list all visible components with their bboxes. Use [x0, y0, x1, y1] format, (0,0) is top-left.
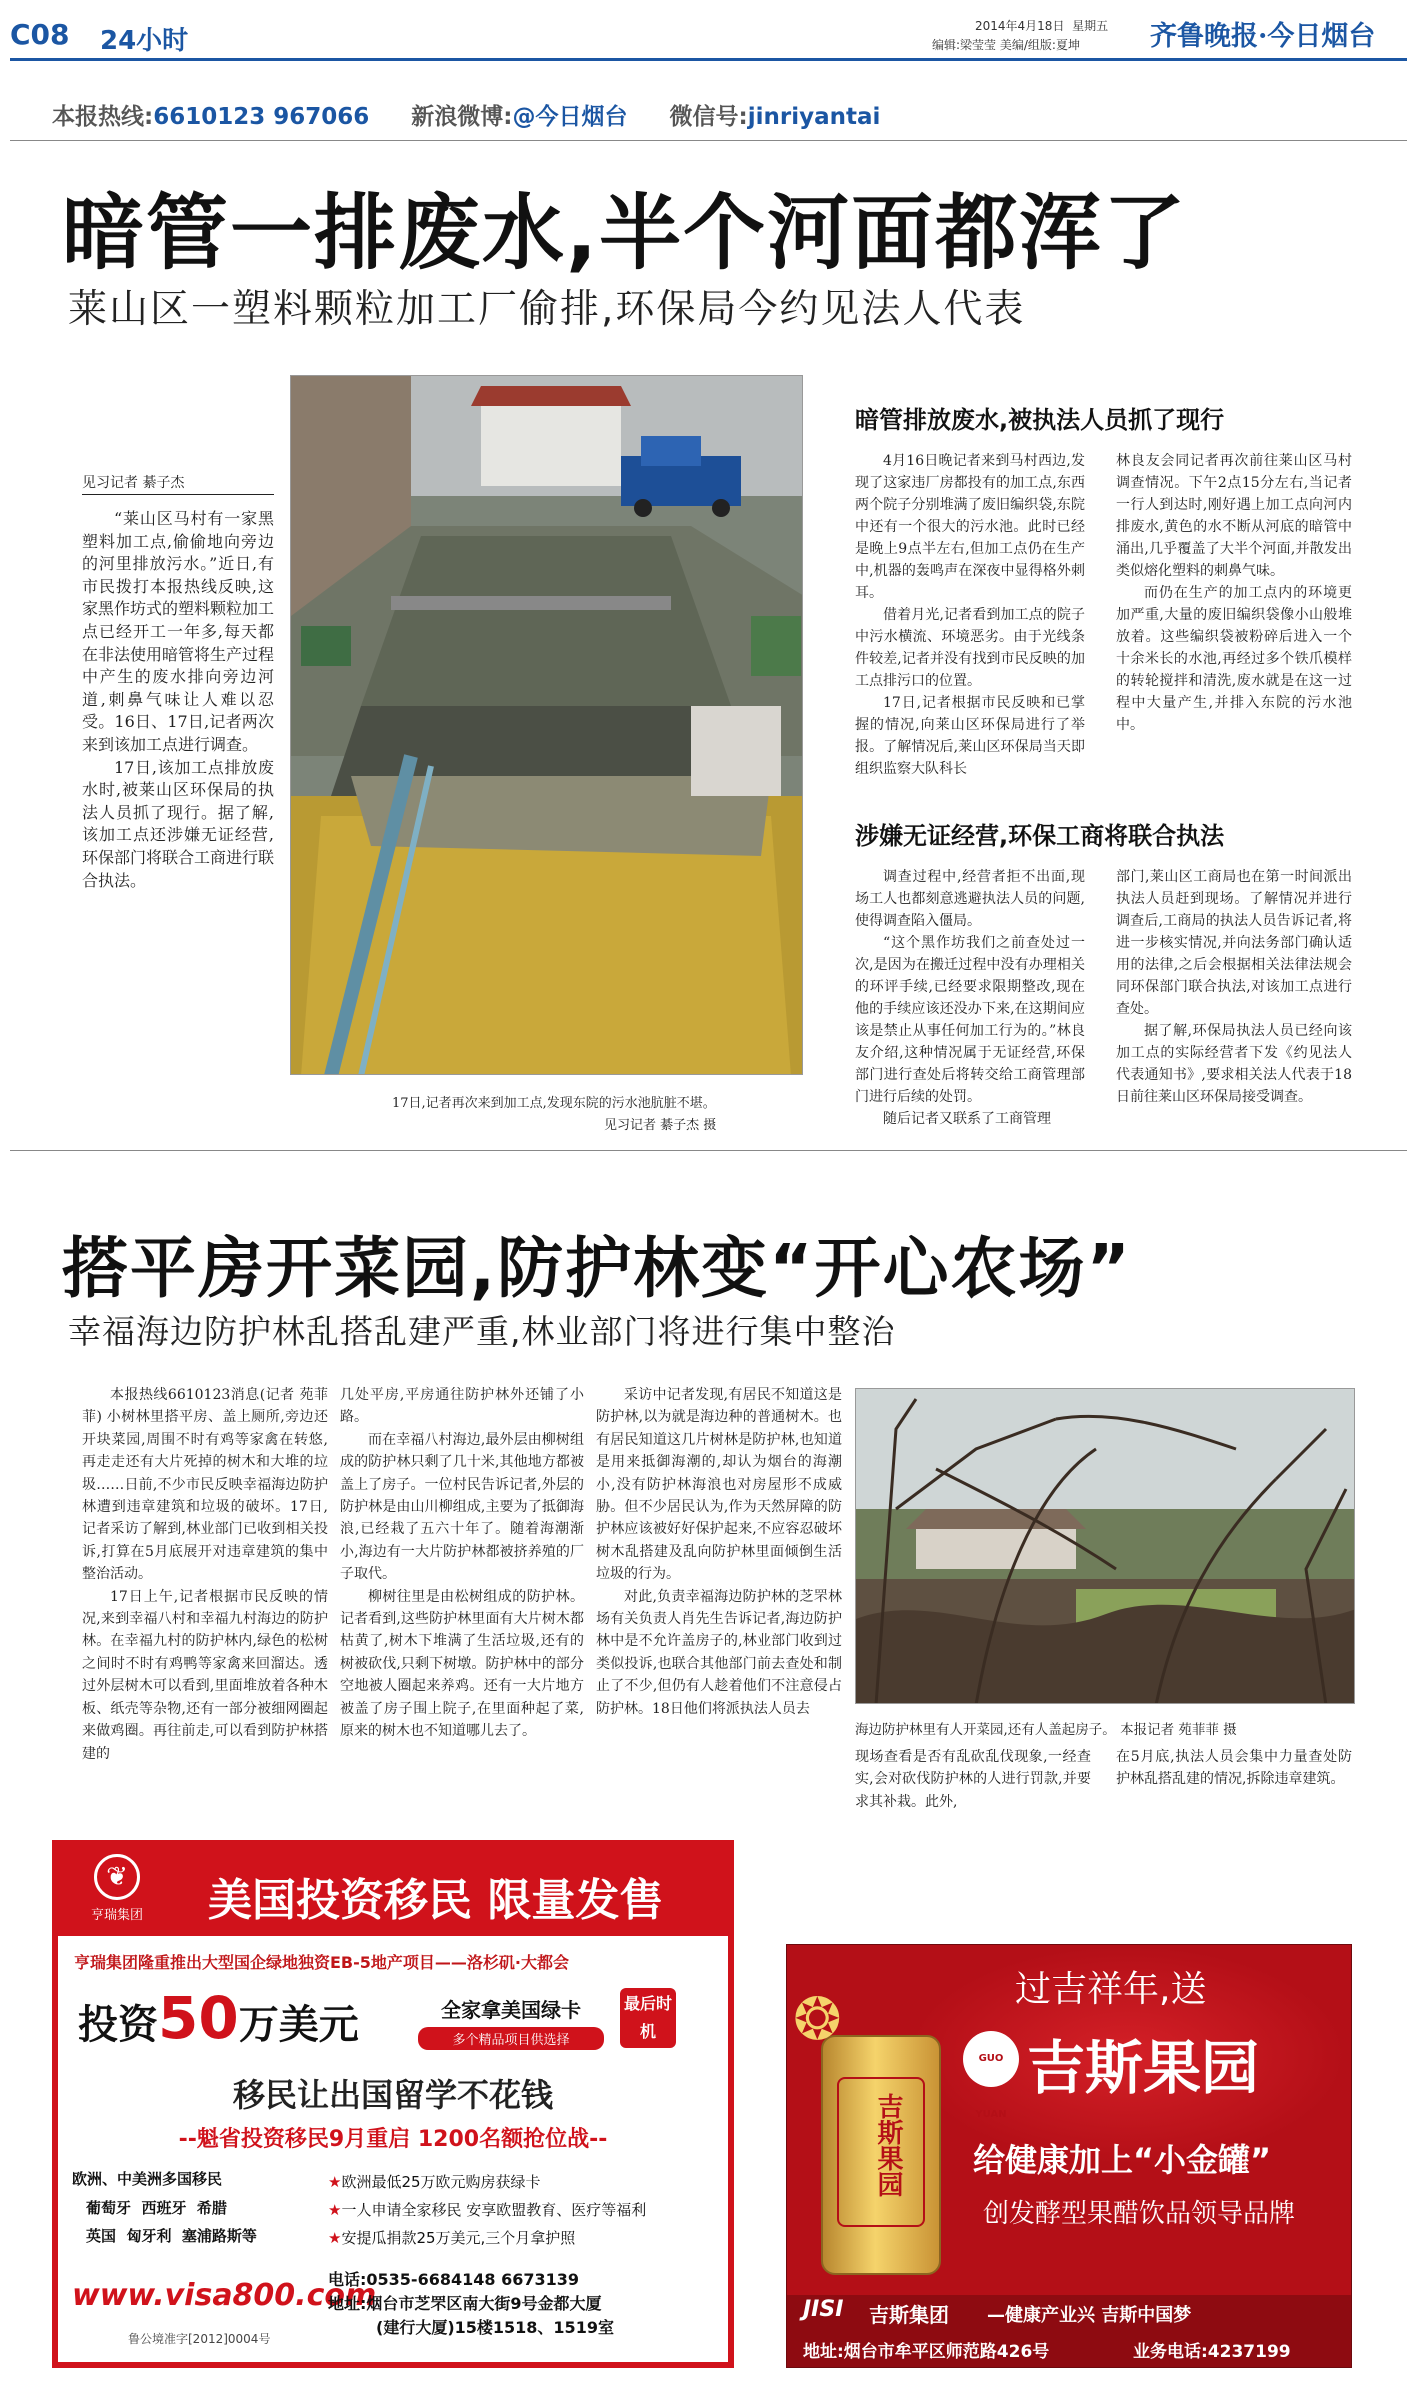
jisi-motto: —健康产业兴 吉斯中国梦 [987, 2305, 1192, 2326]
ad-immigration-headline: 美国投资移民 限量发售 [208, 1875, 664, 1926]
s2c1-para2: “这个黑作坊我们之前查处过一次,是因为在搬迁过程中没有办理相关的环评手续,已经要求限期整改,现在他的手续应该还没办下来,在这期间应该是禁止从事任何加工行为的。”林良友介绍,这种情况属于无证经营,环保部门进行查处后将转交给工商管理部门进行后续的处罚。 [855, 935, 1085, 1105]
story2-col3 [596, 1384, 842, 1720]
s1c1-para3: 17日,记者根据市民反映和已掌握的情况,向莱山区环保局进行了举报。了解情况后,莱山区环保局当天即组织监察大队科长 [855, 695, 1085, 777]
story2-c1-para2: 17日上午,记者根据市民反映的情况,来到幸福八村和幸福九村海边的防护林。在幸福九村的防护林内,绿色的松树之间时不时有鸡鸭等家禽来回溜达。透过外层树木可以看到,里面堆放着各种木板、纸壳等杂物,还有一部分被细网圈起来做鸡圈。再往前走,可以看到防护林搭建的 [82, 1588, 328, 1762]
story2-c2-para1: 几处平房,平房通往防护林外还铺了小路。 [340, 1387, 584, 1426]
issue-date [975, 17, 1108, 34]
story1-lead-para2: 17日,该加工点排放废水时,被莱山区环保局的执法人员抓了现行。据了解,该加工点还涉嫌无证经营,环保部门将联合工商进行联合执法。 [82, 757, 275, 890]
s1c2-para2: 而仍在生产的加工点内的环境更加严重,大量的废旧编织袋像小山般堆放着。这些编织袋被粉碎后进入一个十余米长的水池,再经过多个铁爪模样的转轮搅拌和清洗,废水就是在这一过程中大量产生,并排入东院的污水池中。 [1116, 585, 1352, 733]
ad-europe-head: 欧洲、中美洲多国移民 [72, 2170, 223, 2188]
s2c1-para3: 随后记者又联系了工商管理 [883, 1111, 1051, 1127]
s2c1-para1: 调查过程中,经营者拒不出面,现场工人也都刻意逃避执法人员的问题,使得调查陷入僵局。 [855, 869, 1085, 929]
s2c2-para1: 部门,莱山区工商局也在第一时间派出执法人员赶到现场。了解情况并进行调查后,工商局的执法人员告诉记者,将进一步核实情况,并向法务部门确认适用的法律,之后会根据相关法律法规会同环保部门联合执法,对该加工点进行查处。 [1116, 869, 1352, 1017]
s1c2-para1: 林良友会同记者再次前往莱山区马村调查情况。下午2点15分左右,当记者一行人到达时,刚好遇上加工点向河内排废水,黄色的水不断从河底的暗管中涌出,几乎覆盖了大半个河面,并散发出类似熔化塑料的刺鼻气味。 [1116, 453, 1352, 579]
story2-c3-para2: 对此,负责幸福海边防护林的芝罘林场有关负责人肖先生告诉记者,海边防护林中是不允许盖房子的,林业部门收到过类似投诉,也联合其他部门前去查处和制止了不少,但仍有人趁着他们不注意侵占防护林。18日他们将派执法人员去 [596, 1588, 842, 1717]
ad-address2: (建行大厦)15楼1518、1519室 [376, 2318, 614, 2337]
story2-c1-para1: 本报热线6610123消息(记者 苑菲菲) 小树林里搭平房、盖上厕所,旁边还开块菜园,周围不时有鸡等家禽在转悠,再走走还有大片死掉的树木和大堆的垃圾……日前,不少市民反映幸福海边防护林遭到违章建筑和垃圾的破坏。17日,记者采访了解到,林业部门已收到相关投诉,打算在5月底展开对违章建筑的集中整治活动。 [82, 1387, 328, 1583]
story2-col1 [82, 1384, 328, 1765]
story1-sub1: 暗管排放废水,被执法人员抓了现行 [855, 406, 1225, 434]
wastewater-photo-credit: 见习记者 綦子杰 摄 [604, 1118, 717, 1133]
s2c2-para2: 据了解,环保局执法人员已经向该加工点的实际经营者下发《约见法人代表通知书》,要求相关法人代表于18日前往莱山区环保局接受调查。 [1116, 1023, 1352, 1105]
guoyuan-badge [963, 2031, 1019, 2120]
story1-sub1-col2 [1116, 450, 1352, 736]
guoyuan-badge-text: GUO YUAN [975, 2053, 1007, 2120]
date-text: 2014年4月18日 [975, 19, 1065, 33]
story1-sub2-col2 [1116, 866, 1352, 1108]
story2-c3-para1: 采访中记者发现,有居民不知道这是防护林,以为就是海边种的普通树木。也有居民知道这几片树林是防护林,也知道是用来抵御海潮的,却认为烟台的海潮小,没有防护林海浪也对房屋形不成威胁。但不少居民认为,作为天然屏障的防护林应该被好好保护起来,不应容忍破坏树木乱搭建及乱向防护林里面倾倒生活垃圾的行为。 [596, 1387, 842, 1583]
contact-bar [52, 98, 880, 131]
hotline-label: 本报热线: [52, 104, 154, 130]
story2-col5 [1116, 1746, 1352, 1791]
story1-sub2: 涉嫌无证经营,环保工商将联合执法 [855, 822, 1225, 850]
story2-col2 [340, 1384, 584, 1743]
invest-prefix: 投资 [78, 2002, 158, 2048]
ad-right-item: ★欧洲最低25万欧元购房获绿卡 [328, 2173, 541, 2191]
wastewater-pool-photo [290, 375, 803, 1075]
ad-contact [328, 2268, 614, 2340]
juice-brand: 吉斯果园 [1027, 2034, 1260, 2102]
ad-invest-line [78, 1984, 359, 2052]
greencard-subtext: 多个精品项目供选择 [418, 2027, 604, 2050]
dragon-ornament: ❂ [793, 1985, 842, 2053]
can-brand-text: 吉斯果园 [873, 2093, 903, 2197]
ad-right-item-text: 安提瓜捐款25万美元,三个月拿护照 [341, 2229, 576, 2247]
invest-amount: 50 [158, 1984, 239, 2052]
maple-leaf-icon: ❦ [94, 1854, 140, 1900]
weibo-handle: @今日烟台 [512, 104, 628, 130]
juice-slogan: 给健康加上“小金罐” [973, 2141, 1272, 2179]
greencard-text: 全家拿美国绿卡 [441, 1998, 581, 2022]
story1-headline: 暗管一排废水,半个河面都浑了 [62, 186, 1188, 281]
ad-slogan: 移民让出国留学不花钱 [232, 2076, 553, 2114]
henry-logo [72, 1854, 162, 1923]
story2-subhead: 幸福海边防护林乱搭乱建严重,林业部门将进行集中整治 [68, 1312, 896, 1351]
story2-col4 [855, 1746, 1091, 1813]
ad-right-item-text: 欧洲最低25万欧元购房获绿卡 [341, 2173, 541, 2191]
ad-project-line: 亨瑞集团隆重推出大型国企绿地独资EB-5地产项目——洛杉矶·大都会 [74, 1953, 569, 1972]
juice-address: 地址:烟台市牟平区师范路426号 [803, 2342, 1050, 2362]
story2-c2-para3: 柳树往里是由松树组成的防护林。记者看到,这些防护林里面有大片树木都枯黄了,树木下堆满了生活垃圾,还有的树被砍伐,只剩下树墩。防护林中的部分空地被人圈起来养鸡。还有一大片地方被盖了房子围上院子,在里面种起了菜,原来的树木也不知道哪儿去了。 [340, 1588, 584, 1740]
ad-right-item: ★一人申请全家移民 安享欧盟教育、医疗等福利 [328, 2201, 647, 2219]
wechat-id: jinriyantai [747, 104, 881, 130]
shelterbelt-image [856, 1389, 1355, 1704]
wastewater-photo-caption: 17日,记者再次来到加工点,发现东院的污水池肮脏不堪。 [392, 1096, 716, 1111]
juice-can [821, 2035, 941, 2275]
story1-sub2-col1 [855, 866, 1085, 1130]
juice-tagline: 过吉祥年,送 [1015, 1969, 1207, 2010]
weibo-label: 新浪微博: [411, 104, 513, 130]
ad-quebec-line: --魁省投资移民9月重启 1200名额抢位战-- [178, 2127, 608, 2152]
story1-sub1-col1 [855, 450, 1085, 780]
ad-phone: 电话:0535-6684148 6673139 [328, 2270, 580, 2289]
section-name: 24小时 [100, 26, 189, 56]
byline-rule [82, 494, 274, 495]
s1c1-para1: 4月16日晚记者来到马村西边,发现了这家违厂房都投有的加工点,东西两个院子分别堆满了废旧编织袋,东院中还有一个很大的污水池。此时已经是晚上9点半左右,但加工点仍在生产中,机器的轰鸣声在深夜中显得格外刺耳。 [855, 453, 1085, 601]
story1-subhead: 莱山区一塑料颗粒加工厂偷排,环保局今约见法人代表 [68, 287, 1026, 332]
editor-credits: 编辑:梁莹莹 美编/组版:夏坤 [932, 38, 1080, 52]
ad-website[interactable]: www.visa800.com [72, 2278, 377, 2313]
s1c1-para2: 借着月光,记者看到加工点的院子中污水横流、环境恶劣。由于光线条件较差,记者并没有找到市民反映的加工点排污口的位置。 [855, 607, 1085, 689]
immigration-ad[interactable] [52, 1840, 734, 2368]
henry-brand-text: 亨瑞集团 [90, 1908, 143, 1923]
header-rule [10, 58, 1407, 61]
story2-c2-para2: 而在幸福八村海边,最外层由柳树组成的防护林只剩了几十米,其他地方都被盖上了房子。一位村民告诉记者,外层的防护林是由山川柳组成,主要为了抵御海浪,已经栽了五六十年了。随着海潮渐小,海边有一大片防护林都被挤养殖的厂子取代。 [340, 1431, 584, 1583]
page-number: C08 [10, 18, 70, 51]
contact-rule [10, 140, 1407, 141]
shelterbelt-photo-caption: 海边防护林里有人开菜园,还有人盖起房子。 本报记者 苑菲菲 摄 [855, 1722, 1237, 1738]
juice-phone: 业务电话:4237199 [1133, 2342, 1291, 2362]
ad-license: 鲁公境准字[2012]0004号 [128, 2332, 271, 2346]
hotline-number: 6610123 967066 [153, 104, 370, 130]
ad-address: 地址:烟台市芝罘区南大街9号金都大厦 [328, 2294, 602, 2313]
story2-headline: 搭平房开菜园,防护林变“开心农场” [62, 1230, 1132, 1307]
ad-right-list [328, 2168, 646, 2252]
story-divider [10, 1150, 1407, 1151]
story1-lead-column [82, 508, 274, 892]
wastewater-pool-image [291, 376, 803, 1075]
greencard-box [418, 1994, 604, 2050]
ad-right-item-text: 一人申请全家移民 安享欧盟教育、医疗等福利 [341, 2201, 647, 2219]
ad-right-item: ★安提瓜捐款25万美元,三个月拿护照 [328, 2229, 576, 2247]
juice-ad[interactable] [786, 1944, 1352, 2368]
story1-lead-para1: “莱山区马村有一家黑塑料加工点,偷偷地向旁边的河里排放污水。”近日,有市民拨打本报热线反映,这家黑作坊式的塑料颗粒加工点已经开工一年多,每天都在非法使用暗管将生产过程中产生的废水排向旁边河道,刺鼻气味让人难以忍受。16日、17日,记者两次来到该加工点进行调查。 [82, 509, 275, 754]
weekday-text: 星期五 [1072, 19, 1109, 33]
juice-slogan2: 创发酵型果醋饮品领导品牌 [983, 2199, 1296, 2229]
invest-suffix: 万美元 [238, 2002, 359, 2048]
ad-countries: 葡萄牙 西班牙 希腊 英国 匈牙利 塞浦路斯等 [86, 2199, 257, 2245]
jisi-logo: JISI [803, 2297, 844, 2322]
wechat-label: 微信号: [669, 104, 748, 130]
shelterbelt-photo [855, 1388, 1355, 1704]
paper-name: 齐鲁晚报·今日烟台 [1150, 21, 1376, 52]
story2-c4-para1: 现场查看是否有乱砍乱伐现象,一经查实,会对砍伐防护林的人进行罚款,并要求其补栽。此外, [855, 1749, 1091, 1810]
last-chance-badge: 最后时机 [620, 1988, 676, 2048]
story1-byline: 见习记者 綦子杰 [82, 475, 185, 491]
story2-c4-para2: 在5月底,执法人员会集中力量查处防护林乱搭乱建的情况,拆除违章建筑。 [1116, 1749, 1352, 1788]
jisi-group-name: 吉斯集团 [869, 2303, 949, 2327]
